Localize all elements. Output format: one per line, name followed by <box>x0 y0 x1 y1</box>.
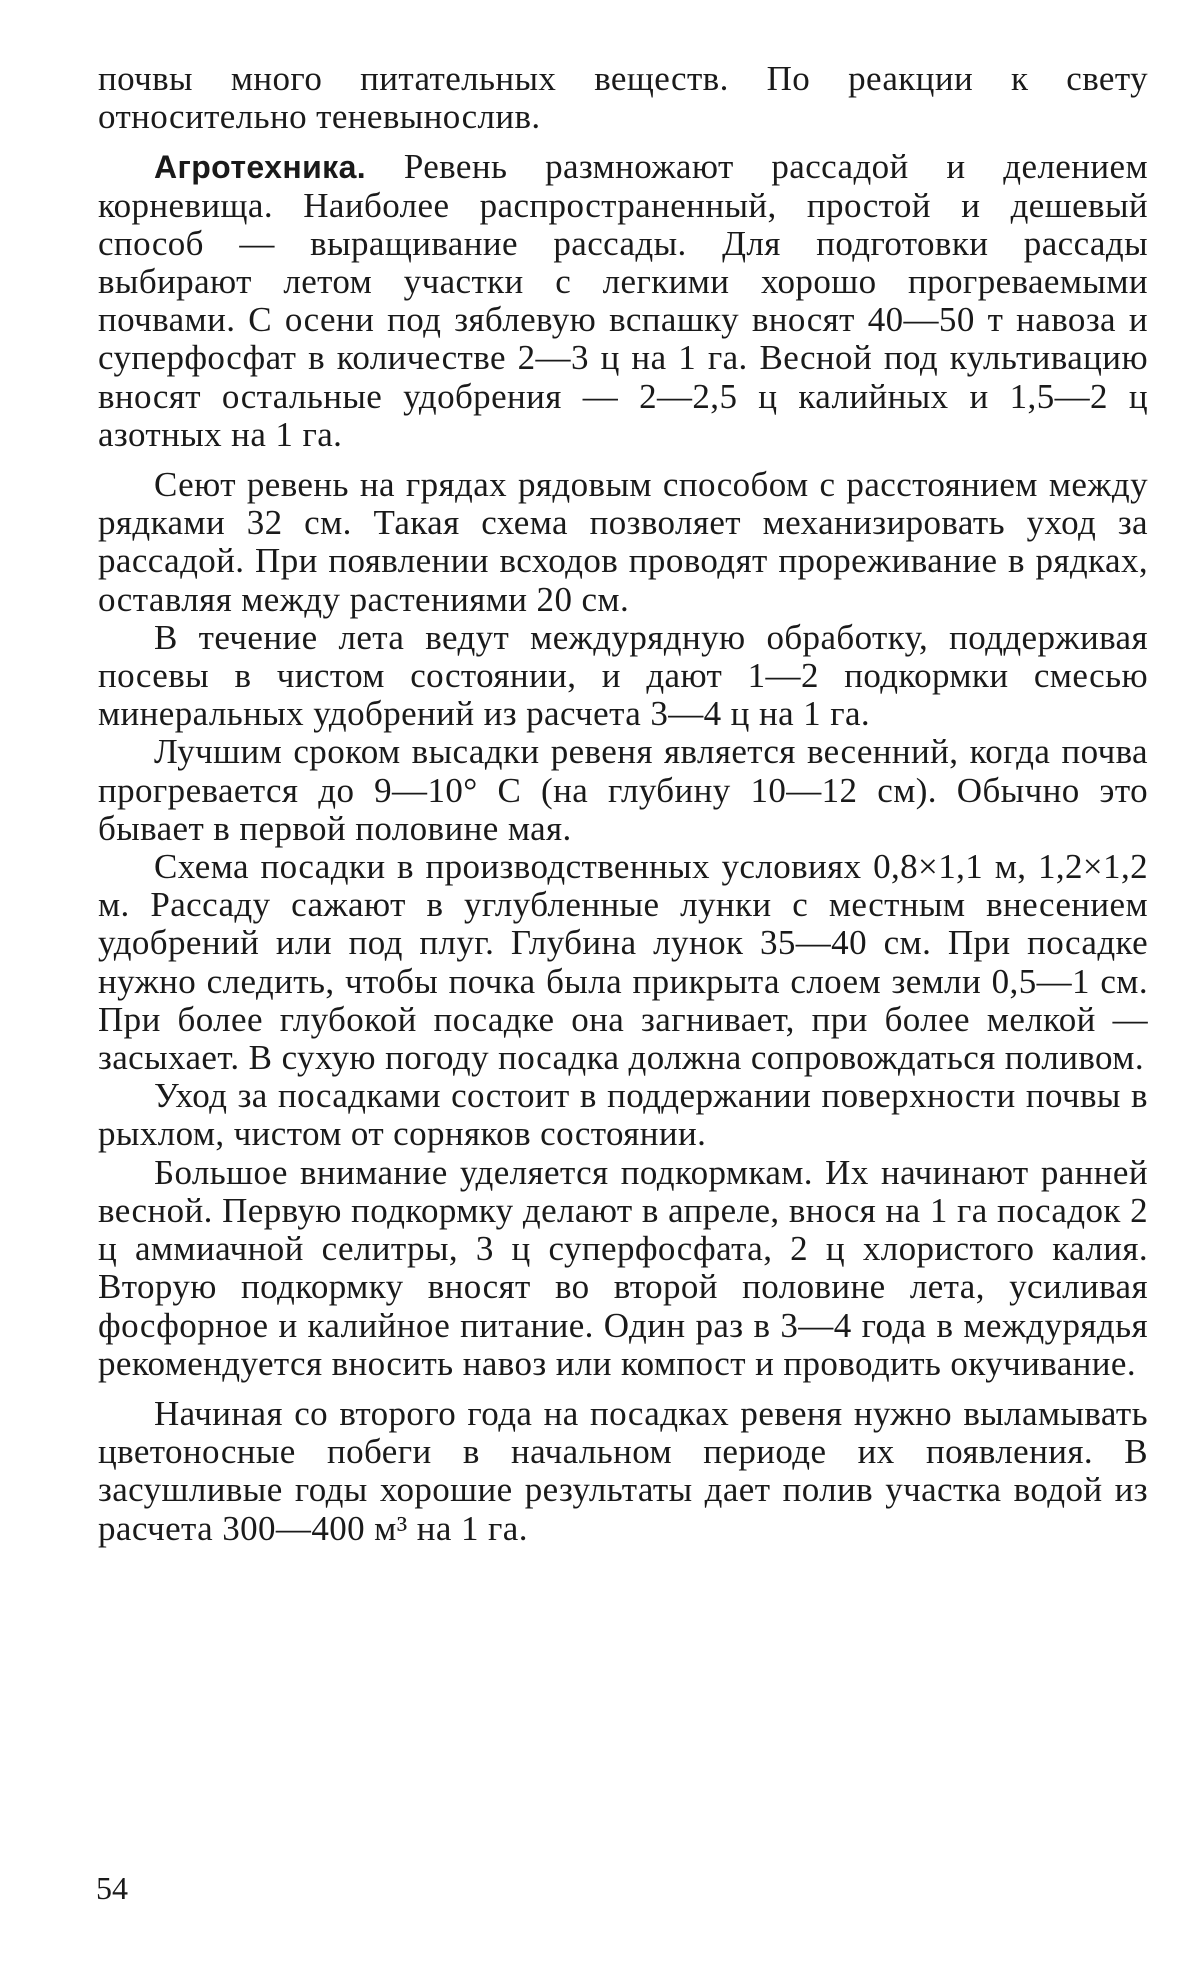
paragraph-planting-time: Лучшим сроком высадки ревеня является весенний, когда почва прогревается до 9—10° С (на глубину 10—12 см). Обычно это бывает в первой половине мая. <box>98 732 1148 848</box>
page-number: 54 <box>96 1870 128 1906</box>
paragraph-planting-scheme: Схема посадки в производственных условиях 0,8×1,1 м, 1,2×1,2 м. Рассаду сажают в углубленные лунки с местным внесением удобрений или под плуг. Глубина лунок 35—40 см. При посадке нужно следить, чтобы почка была прикрыта слоем земли 0,5—1 см. При более глубокой посадке она загнивает, при более мелкой — засыхает. В сухую погоду посадка должна сопровождаться поливом. <box>98 847 1148 1078</box>
paragraph-sowing: Сеют ревень на грядах рядовым способом с расстоянием между рядками 32 см. Такая схема позволяет механизировать уход за рассадой. При появлении всходов проводят прореживание в рядках, оставляя между растениями 20 см. <box>98 465 1148 619</box>
paragraph-continuation: почвы много питательных веществ. По реакции к свету относительно теневынослив. <box>98 59 1148 137</box>
section-heading: Агротехника. <box>154 149 367 186</box>
paragraph-second-year: Начиная со второго года на посадках ревеня нужно выламывать цветоносные побеги в начальном периоде их появления. В засушливые годы хорошие результаты дает полив участка водой из расчета 300—400 м³ на 1 га. <box>98 1393 1148 1548</box>
paragraph-summer-care: В течение лета ведут междурядную обработку, поддерживая посевы в чистом состоянии, и дают 1—2 подкормки смесью минеральных удобрений из расчета 3—4 ц на 1 га. <box>98 617 1148 734</box>
paragraph-feeding: Большое внимание уделяется подкормкам. Их начинают ранней весной. Первую подкормку делают в апреле, внося на 1 га посадок 2 ц аммиачной селитры, 3 ц суперфосфата, 2 ц хлористого калия. Вторую подкормку вносят во второй половине лета, усиливая фосфорное и калийное питание. Один раз в 3—4 года в междурядья рекомендуется вносить навоз или компост и проводить окучивание. <box>98 1152 1148 1383</box>
paragraph-agrotechnics-text: Ревень размножают рассадой и делением корневища. Наиболее распространенный, простой и дешевый способ — выращивание рассады. Для подготовки рассады выбирают летом участки с легкими хорошо прогреваемыми почвами. С осени под зяблевую вспашку вносят 40—50 т навоза и суперфосфат в количестве 2—3 ц на 1 га. Весной под культивацию вносят остальные удобрения — 2—2,5 ц калийных и 1,5—2 ц азотных на 1 га. <box>98 147 1148 454</box>
page-body <box>98 60 1148 1548</box>
paragraph-plant-care: Уход за посадками состоит в поддержании поверхности почвы в рыхлом, чистом от сорняков состоянии. <box>98 1076 1148 1154</box>
paragraph-agrotechnics <box>98 148 1148 454</box>
